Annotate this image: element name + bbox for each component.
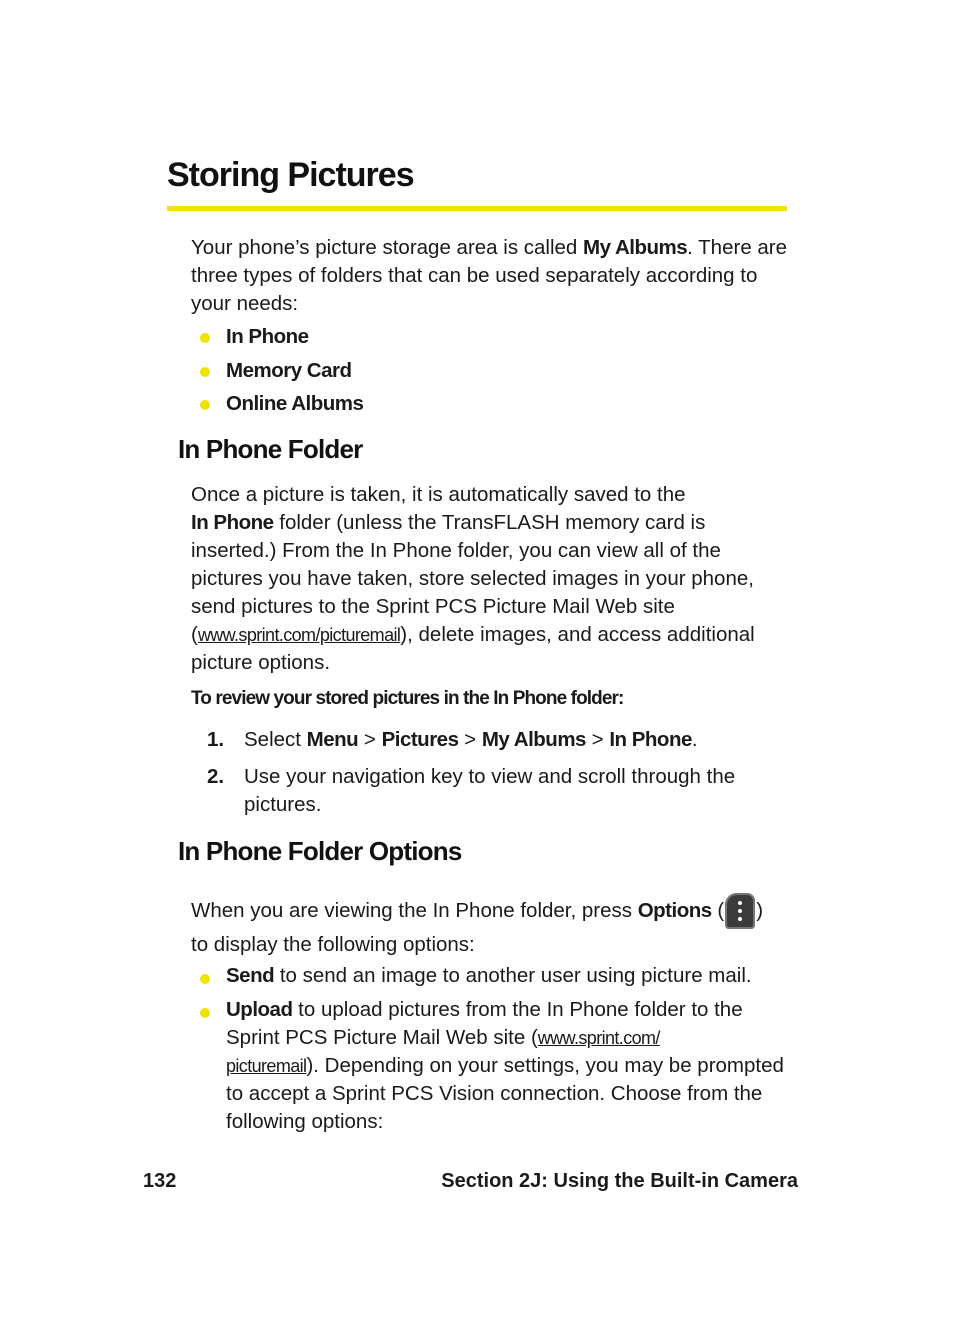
in-phone-term: In Phone <box>191 511 274 534</box>
step-item <box>207 726 792 754</box>
separator: > <box>458 728 482 751</box>
my-albums-term: My Albums <box>481 728 586 751</box>
picturemail-link-cont[interactable]: picturemail <box>226 1056 307 1076</box>
pictures-term: Pictures <box>381 728 459 751</box>
upload-text: to upload pictures from the In Phone folder to the Sprint PCS Picture Mail Web site ( <box>226 998 743 1049</box>
folder-type-label: Online Albums <box>226 392 364 415</box>
intro-text-end: . There are three types of folders that can be used separately according to your needs: <box>191 236 788 315</box>
options-softkey-icon <box>725 893 755 929</box>
list-item <box>200 996 790 1136</box>
step-end: . <box>691 728 698 751</box>
options-list <box>200 962 790 1136</box>
procedure-heading: To review your stored pictures in the In Phone folder: <box>191 688 624 709</box>
menu-term: Menu <box>306 728 359 751</box>
upload-text-2: ). Depending on your settings, you may be prompted to accept a Sprint PCS Vision connection. Choose from the following options: <box>226 1054 784 1133</box>
picturemail-link[interactable]: www.sprint.com/ <box>537 1028 660 1048</box>
send-term: Send <box>226 964 275 987</box>
separator: > <box>585 728 610 751</box>
options-heading: In Phone Folder Options <box>178 836 462 866</box>
in-phone-term: In Phone <box>609 728 692 751</box>
folder-type-label: In Phone <box>226 325 309 348</box>
in-phone-paragraph <box>191 481 791 677</box>
section-title: Section 2J: Using the Built-in Camera <box>441 1170 798 1192</box>
picturemail-link[interactable]: www.sprint.com/picturemail <box>197 625 401 645</box>
bullet-icon <box>200 367 210 377</box>
separator: > <box>358 728 382 751</box>
bullet-icon <box>200 333 210 343</box>
page-number: 132 <box>143 1170 177 1192</box>
step-number: 2. <box>207 765 225 788</box>
bullet-icon <box>200 974 210 984</box>
send-text: to send an image to another user using picture mail. <box>274 964 752 987</box>
folder-type-list <box>200 320 790 421</box>
my-albums-term: My Albums <box>583 236 688 259</box>
in-phone-folder-heading: In Phone Folder <box>178 434 363 464</box>
options-text: When you are viewing the In Phone folder, press <box>191 899 638 922</box>
procedure-steps <box>207 726 792 828</box>
list-item <box>200 962 790 990</box>
step-text: Use your navigation key to view and scroll through the pictures. <box>244 765 736 816</box>
page-title: Storing Pictures <box>167 156 414 194</box>
bullet-icon <box>200 400 210 410</box>
paren-close: ) <box>756 899 764 922</box>
list-item <box>200 354 790 388</box>
options-text-end: to display the following options: <box>191 933 475 956</box>
paren-open: ( <box>711 899 725 922</box>
intro-text: Your phone’s picture storage area is called <box>191 236 584 259</box>
options-paragraph <box>191 893 791 961</box>
in-phone-text: Once a picture is taken, it is automatically saved to the <box>191 483 686 506</box>
options-term: Options <box>637 899 712 922</box>
step-item <box>207 763 792 819</box>
in-phone-text-2: folder (unless the TransFLASH memory card is inserted.) From the In Phone folder, you can view all of the pictures you have taken, store selected images in your phone, send pictures to the Sprint PCS Picture Mail Web site ( <box>191 511 754 646</box>
upload-term: Upload <box>226 998 293 1021</box>
list-item <box>200 320 790 354</box>
list-item <box>200 387 790 421</box>
step-number: 1. <box>207 728 225 751</box>
step-text: Select <box>244 728 307 751</box>
in-phone-text-3: ), delete images, and access additional picture options. <box>191 623 755 674</box>
title-rule <box>167 206 787 211</box>
folder-type-label: Memory Card <box>226 358 352 382</box>
bullet-icon <box>200 1008 210 1018</box>
intro-paragraph <box>191 234 791 318</box>
